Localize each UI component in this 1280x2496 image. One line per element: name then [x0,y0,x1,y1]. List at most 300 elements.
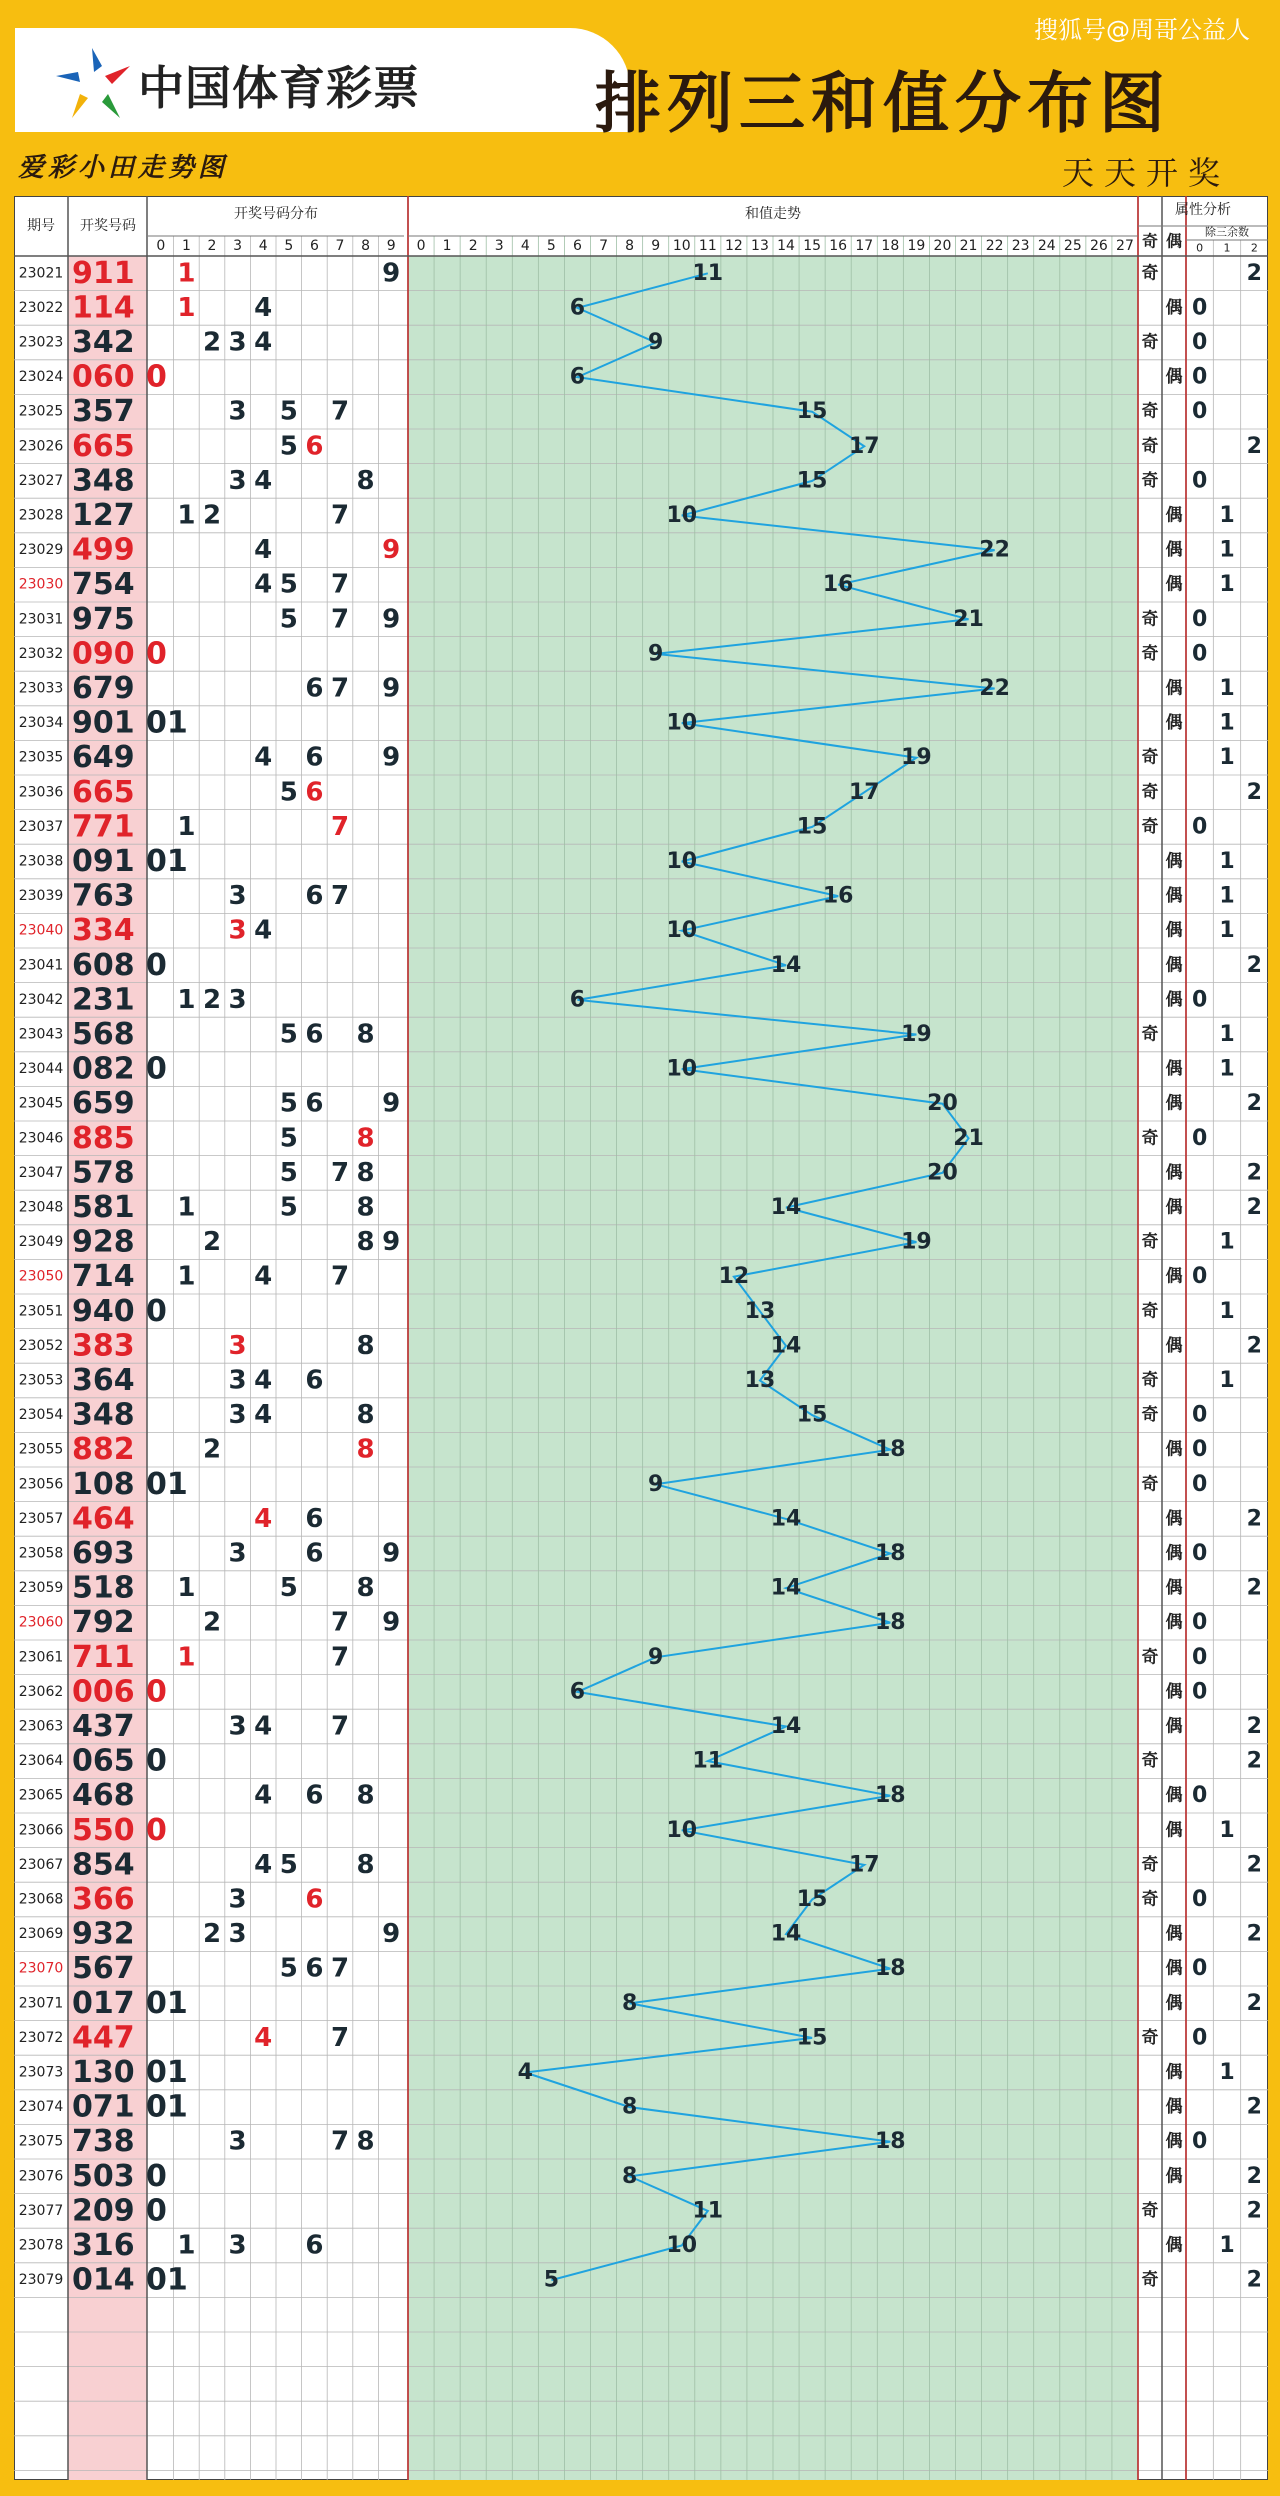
digit-marker: 4 [254,465,273,496]
digit-marker: 8 [356,465,375,496]
draw-number: 738 [72,2124,135,2160]
sum-point-label: 10 [666,710,698,736]
period-label: 23035 [18,749,64,766]
digit-marker: 3 [228,984,247,1015]
digit-marker: 1 [177,1573,196,1604]
sum-point-label: 11 [692,2198,724,2224]
digit-marker: 1 [177,1192,196,1223]
sum-tick: 18 [881,238,900,254]
period-label: 23043 [18,1026,64,1043]
sum-point-label: 15 [796,399,828,425]
parity-label: 奇 [1141,816,1159,837]
digit-marker: 2 [202,1227,222,1258]
sum-point-label: 15 [796,1887,828,1912]
sum-point-label: 10 [666,1817,698,1843]
digit-marker: 7 [330,396,350,427]
digit-marker: 6 [305,1780,324,1811]
parity-label: 奇 [1141,1232,1159,1253]
mod-value: 2 [1246,779,1262,805]
sum-point-label: 21 [953,1125,984,1151]
draw-number: 065 [72,1743,135,1779]
parity-label: 偶 [1165,1612,1183,1633]
sum-point-label: 14 [770,1575,802,1601]
draw-number: 975 [72,601,135,637]
draw-number: 383 [72,1328,135,1364]
sum-point-label: 20 [927,1091,958,1117]
draw-number: 518 [72,1570,135,1606]
parity-label: 偶 [1165,1059,1183,1080]
digit-marker: 2 [202,984,222,1015]
mod-value: 1 [1219,710,1235,736]
digit-marker: 8 [356,2126,375,2157]
digit-marker: 3 [228,1919,247,1950]
draw-number-overflow: 01 [146,2055,188,2090]
sum-tick: 15 [803,238,822,254]
digit-marker: 3 [228,1538,247,1569]
digit-marker: 8 [356,1019,375,1050]
sum-point-label: 6 [569,295,586,321]
sum-point-label: 10 [666,849,698,874]
draw-number-overflow: 0 [146,2193,167,2229]
period-label: 23078 [18,2237,64,2254]
draw-number: 792 [72,1605,135,1641]
parity-label: 偶 [1165,989,1183,1010]
sum-point-label: 6 [569,364,586,390]
mod-value: 2 [1246,1091,1262,1117]
parity-label: 奇 [1141,1301,1159,1322]
digit-marker: 6 [305,742,324,773]
mod-value: 2 [1246,1990,1262,2016]
period-label: 23044 [18,1061,64,1078]
sum-tick: 26 [1089,238,1108,254]
digit-marker: 7 [330,1607,350,1638]
period-label: 23061 [18,1649,64,1666]
mod-value: 2 [1246,1333,1262,1359]
draw-frequency-label: 天天开奖 [1061,154,1230,192]
digit-marker: 6 [305,1365,324,1396]
sum-point-label: 12 [718,1264,750,1290]
sum-point-label: 15 [796,468,828,494]
parity-label: 偶 [1165,1093,1183,1114]
mod-value: 0 [1192,1644,1208,1670]
chart-source-label: 爱彩小田走势图 [18,153,229,183]
digit-marker: 9 [382,258,401,289]
sum-point-label: 18 [875,2129,906,2155]
sum-tick: 20 [933,238,952,254]
sum-distribution-chart [14,196,1268,2480]
sum-point-label: 16 [822,572,854,598]
sum-tick: 6 [573,238,582,254]
mod-value: 0 [1192,987,1208,1013]
sum-point-label: 17 [848,779,880,805]
period-label: 23075 [18,2133,64,2150]
sum-point-label: 10 [666,1056,698,1082]
draw-number: 567 [72,1951,135,1987]
mod-value: 2 [1246,1921,1262,1947]
mod-value: 1 [1219,883,1235,909]
mod-value: 0 [1192,1471,1208,1497]
digit-marker: 3 [228,465,247,496]
draw-number: 901 [72,705,135,741]
digit-marker: 9 [382,604,401,635]
mod-value: 2 [1246,1160,1262,1186]
parity-label: 偶 [1165,886,1183,907]
digit-marker: 3 [228,1711,247,1742]
parity-label: 奇 [1141,2270,1159,2291]
draw-number: 568 [72,1017,135,1052]
sum-tick: 8 [625,238,635,254]
digit-marker: 3 [228,2230,247,2261]
sum-point-label: 8 [621,2163,638,2189]
digit-marker: 6 [305,673,324,704]
watermark: 搜狐号@周哥公益人 [1034,16,1250,44]
parity-label: 偶 [1165,2235,1183,2256]
digit-marker: 2 [202,1919,222,1950]
sum-tick: 12 [724,238,743,254]
sum-point-label: 16 [822,883,854,909]
period-label: 23047 [18,1164,64,1181]
digit-marker: 8 [356,1400,375,1431]
page-title: 排列三和值分布图 [595,65,1171,142]
sum-tick: 13 [751,238,769,254]
draw-header: 开奖号码 [80,218,136,234]
digit-marker: 4 [254,1365,273,1396]
sum-point-label: 14 [770,952,802,978]
sum-point-label: 4 [517,2060,533,2085]
parity-label: 奇 [1141,1751,1159,1772]
parity-label: 偶 [1165,574,1183,595]
digit-marker: 5 [279,431,298,462]
draw-number-overflow: 0 [146,1051,167,1087]
mod-value: 2 [1246,1748,1262,1774]
draw-number-overflow: 0 [146,636,167,672]
draw-number: 464 [72,1501,135,1537]
parity-label: 奇 [1141,1889,1159,1910]
mod-value: 0 [1192,606,1208,632]
period-label: 23045 [18,1095,64,1112]
digit-tick: 1 [181,238,191,254]
sum-point-label: 8 [621,2094,638,2120]
period-label: 23070 [18,1960,64,1977]
parity-label: 奇 [1141,263,1159,284]
draw-number: 468 [72,1778,135,1814]
digit-tick: 7 [335,238,345,254]
mod-value: 0 [1192,2129,1208,2155]
parity-label: 偶 [1165,297,1183,318]
mod-value: 0 [1192,468,1208,494]
draw-number: 659 [72,1086,135,1122]
draw-number-overflow: 0 [146,1674,167,1710]
draw-number: 014 [72,2262,135,2298]
digit-tick: 8 [361,238,371,254]
parity-label: 偶 [1165,1820,1183,1841]
parity-label: 偶 [1165,1958,1183,1979]
digit-marker: 1 [177,2230,196,2261]
sum-point-label: 18 [875,1610,906,1636]
period-label: 23051 [18,1303,64,1320]
digit-marker: 6 [305,1884,324,1915]
mod-value: 2 [1246,1852,1262,1878]
mod-value: 1 [1219,2233,1235,2258]
digit-marker: 3 [228,327,247,358]
sum-point-label: 19 [901,1022,932,1047]
digit-marker: 8 [356,1227,375,1258]
attr-header: 属性分析 [1175,202,1231,218]
period-label: 23039 [18,888,64,905]
draw-number: 711 [72,1639,135,1675]
sum-point-label: 11 [692,260,724,286]
parity-label: 偶 [1165,678,1183,699]
sum-point-label: 13 [744,1298,776,1324]
period-label: 23021 [18,265,64,282]
digit-marker: 1 [177,811,196,842]
parity-label: 奇 [1141,782,1159,803]
digit-tick: 5 [284,238,294,254]
draw-number: 108 [72,1466,135,1502]
digit-marker: 9 [382,1088,401,1119]
digit-marker: 7 [330,2022,350,2053]
parity-label: 偶 [1165,1716,1183,1737]
parity-label: 偶 [1165,2131,1183,2152]
sum-point-label: 15 [796,1402,828,1428]
mod-tick: 0 [1196,241,1204,255]
period-label: 23054 [18,1407,64,1424]
parity-label: 偶 [1165,1681,1183,1702]
parity-label: 奇 [1141,332,1159,353]
draw-number: 932 [72,1916,135,1952]
draw-number-overflow: 0 [146,1743,167,1779]
parity-label: 奇 [1141,2200,1159,2221]
period-label: 23066 [18,1822,64,1839]
period-label: 23055 [18,1441,64,1458]
mod-value: 0 [1192,1437,1208,1463]
draw-number: 366 [72,1882,135,1917]
mod-value: 2 [1246,2267,1262,2293]
draw-number: 649 [72,740,135,776]
digit-marker: 7 [330,881,350,912]
sum-point-label: 17 [848,1852,880,1878]
digit-marker: 2 [202,1434,222,1465]
draw-number: 316 [72,2228,135,2263]
sum-trend-header: 和值走势 [745,206,801,222]
sum-point-label: 8 [621,1990,638,2016]
mod-tick: 2 [1250,241,1258,255]
digit-marker: 5 [279,1192,298,1223]
period-label: 23079 [18,2272,64,2289]
draw-number: 578 [72,1155,135,1191]
mod-value: 0 [1192,295,1208,321]
digit-marker: 6 [305,1019,324,1050]
draw-number: 437 [72,1709,135,1744]
sum-tick: 7 [599,238,608,254]
digit-marker: 3 [228,915,247,946]
period-label: 23031 [18,611,64,628]
sum-tick: 9 [651,238,661,254]
draw-number: 608 [72,947,135,983]
digit-marker: 8 [356,1849,375,1880]
digit-marker: 5 [279,604,298,635]
digit-marker: 7 [330,1261,350,1292]
sum-tick: 4 [520,238,530,254]
digit-marker: 5 [279,1573,298,1604]
parity-label: 偶 [1165,955,1183,976]
parity-label: 偶 [1165,1266,1183,1287]
draw-number: 071 [72,2089,135,2125]
digit-marker: 8 [356,1330,375,1361]
sum-point-label: 18 [875,1541,906,1566]
sum-point-label: 22 [979,676,1010,701]
period-label: 23040 [18,922,64,939]
period-label: 23029 [18,542,64,559]
sum-point-label: 5 [543,2267,560,2293]
digit-tick: 9 [386,238,396,254]
draw-number: 499 [72,532,135,568]
draw-number: 364 [72,1363,135,1398]
mod-value: 2 [1246,1575,1262,1601]
period-label: 23056 [18,1476,64,1493]
digit-marker: 9 [382,1538,401,1569]
parity-label: 奇 [1141,1854,1159,1875]
digit-marker: 8 [356,1192,375,1223]
digit-marker: 7 [330,2126,350,2157]
digit-marker: 4 [254,327,273,358]
digit-marker: 5 [279,396,298,427]
sum-tick: 14 [777,238,795,254]
sum-tick: 16 [829,238,848,254]
digit-marker: 5 [279,569,298,600]
mod-value: 2 [1246,260,1262,286]
digit-tick: 0 [156,238,166,254]
draw-number: 334 [72,913,135,949]
digit-marker: 4 [254,1503,273,1534]
period-header: 期号 [27,218,55,234]
draw-number: 581 [72,1190,135,1225]
sum-point-label: 22 [979,537,1010,563]
sum-tick: 25 [1063,238,1082,254]
sum-tick: 5 [546,238,556,254]
draw-number: 928 [72,1224,135,1260]
draw-number: 763 [72,878,135,914]
mod-value: 0 [1192,1887,1208,1912]
draw-number: 082 [72,1051,135,1087]
period-label: 23064 [18,1753,64,1770]
parity-label: 偶 [1165,1543,1183,1564]
digit-tick: 6 [309,238,319,254]
sum-tick: 19 [907,238,926,254]
sum-tick: 27 [1116,238,1134,254]
period-label: 23077 [18,2202,64,2219]
period-label: 23022 [18,299,64,316]
period-label: 23024 [18,369,64,386]
period-label: 23048 [18,1199,64,1216]
parity-label: 偶 [1165,1508,1183,1529]
parity-label: 偶 [1165,540,1183,561]
digit-marker: 7 [330,811,350,842]
mod-value: 1 [1219,1229,1235,1255]
period-label: 23053 [18,1372,64,1389]
digit-marker: 3 [228,1365,247,1396]
period-label: 23072 [18,2029,64,2046]
sum-point-label: 18 [875,1956,906,1982]
draw-number: 342 [72,325,135,360]
mod-value: 1 [1219,1022,1235,1047]
sum-point-label: 6 [569,987,586,1013]
period-label: 23068 [18,1891,64,1908]
period-label: 23071 [18,1995,64,2012]
parity-label: 偶 [1165,1578,1183,1599]
digit-marker: 9 [382,1919,401,1950]
mod-value: 1 [1219,676,1235,701]
parity-label: 偶 [1165,1993,1183,2014]
mod-value: 0 [1192,1402,1208,1428]
period-label: 23065 [18,1787,64,1804]
digit-tick: 2 [207,238,217,254]
digit-marker: 5 [279,1849,298,1880]
draw-number: 348 [72,463,135,499]
sum-point-label: 19 [901,745,932,771]
digit-marker: 8 [356,1434,375,1465]
sum-point-label: 15 [796,814,828,840]
period-label: 23025 [18,403,64,420]
period-label: 23028 [18,507,64,524]
mod-value: 1 [1219,537,1235,563]
digit-marker: 4 [254,292,273,323]
digit-marker: 5 [279,1953,298,1984]
sum-tick: 23 [1011,238,1030,254]
digit-marker: 8 [356,1123,375,1154]
draw-number-overflow: 0 [146,359,167,395]
parity-label: 偶 [1165,1439,1183,1460]
parity-label: 偶 [1165,1924,1183,1945]
sum-tick: 24 [1037,238,1056,254]
odd-header: 奇 [1141,231,1159,251]
digit-marker: 9 [382,535,401,566]
draw-number: 679 [72,671,135,706]
draw-number: 693 [72,1536,135,1571]
digit-marker: 4 [254,1261,273,1292]
sum-point-label: 11 [692,1748,724,1774]
mod-value: 1 [1219,1368,1235,1393]
digit-marker: 7 [330,1157,350,1188]
parity-label: 奇 [1141,1647,1159,1668]
digit-marker: 1 [177,500,196,531]
draw-number-overflow: 01 [146,1985,188,2021]
mod-tick: 1 [1223,241,1231,255]
mod-value: 1 [1219,2060,1235,2085]
digit-marker: 9 [382,742,401,773]
period-label: 23062 [18,1683,64,1700]
digit-marker: 7 [330,1642,350,1673]
draw-number: 665 [72,774,135,810]
draw-number: 940 [72,1293,135,1329]
digit-marker: 3 [228,1330,247,1361]
digit-marker: 1 [177,1261,196,1292]
sum-tick: 3 [494,238,504,254]
period-label: 23052 [18,1337,64,1354]
draw-number-overflow: 01 [146,1466,188,1502]
period-label: 23073 [18,2064,64,2081]
sum-tick: 10 [672,238,691,254]
parity-label: 偶 [1165,920,1183,941]
digit-marker: 4 [254,742,273,773]
digit-marker: 4 [254,915,273,946]
digit-marker: 2 [202,1607,222,1638]
digit-marker: 4 [254,2022,273,2053]
period-label: 23037 [18,818,64,835]
digit-marker: 4 [254,1849,273,1880]
parity-label: 偶 [1165,2166,1183,2187]
digit-marker: 7 [330,1953,350,1984]
